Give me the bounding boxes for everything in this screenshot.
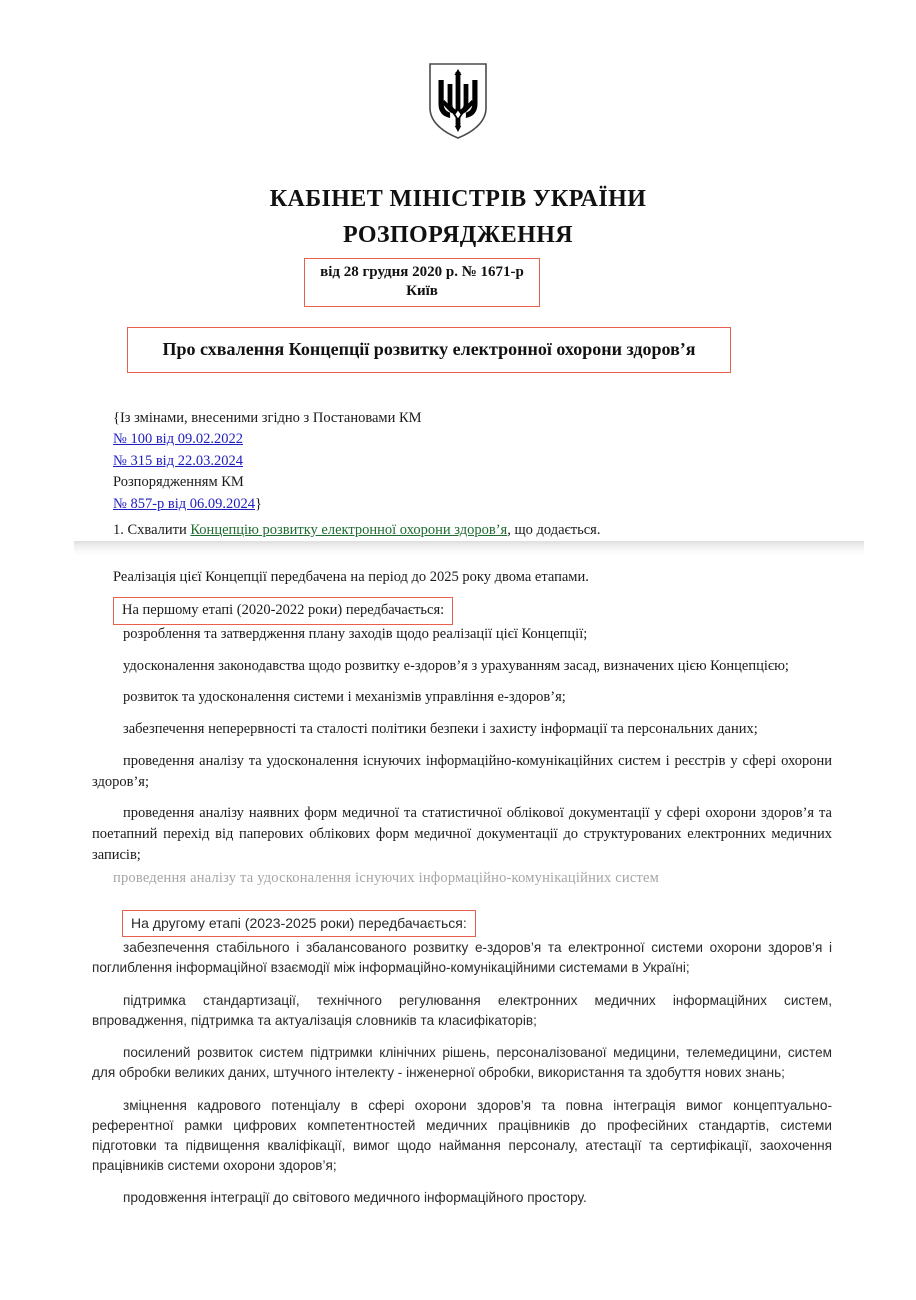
stage-two-heading-box xyxy=(122,910,476,937)
stage-one-item: розвиток та удосконалення системи і механізмів управління е-здоров’я; xyxy=(123,689,566,706)
clause-one-prefix: 1. Схвалити xyxy=(113,522,191,538)
stage-two-item: посилений розвиток систем підтримки клінічних рішень, персоналізованої медицини, телемедицини, систем для обробки великих даних, штучного інтелекту - інженерної обробки, використання та здобуття нових знань; xyxy=(92,1045,832,1081)
amendments-preamble: {Із змінами, внесеними згідно з Постановами КМ xyxy=(113,410,422,426)
document-type-title: РОЗПОРЯДЖЕННЯ xyxy=(342,222,574,248)
stage-two-heading: На другому етапі (2023-2025 роки) передбачається: xyxy=(131,915,467,931)
clipped-text-artifact: проведення аналізу та удосконалення існуючих інформаційно-комунікаційних систем xyxy=(113,870,660,886)
stage-two-item: підтримка стандартизації, технічного регулювання електронних медичних інформаційних систем, впровадження, підтримка та актуалізація словників та класифікаторів; xyxy=(92,992,832,1028)
amendment-link-315[interactable]: № 315 від 22.03.2024 xyxy=(113,452,243,469)
stage-one-item: проведення аналізу та удосконалення існуючих інформаційно-комунікаційних систем і реєстрів у сфері охорони здоров’я; xyxy=(92,752,832,790)
page-break-shadow xyxy=(74,541,864,556)
amendments-middle-note: Розпорядженням КМ xyxy=(113,474,244,491)
amendments-closing-brace: } xyxy=(255,495,263,512)
document-subject: Про схвалення Концепції розвитку електронної охорони здоров’я xyxy=(162,339,696,359)
stage-one-item: удосконалення законодавства щодо розвитку е-здоров’я з урахуванням засад, визначених цією Концепцією; xyxy=(123,657,789,674)
city-line: Київ xyxy=(406,283,438,300)
date-city-box xyxy=(304,258,540,307)
amendment-link-857[interactable]: № 857-р від 06.09.2024 xyxy=(113,495,256,512)
stage-two-item: зміцнення кадрового потенціалу в сфері охорони здоров’я та повна інтеграція вимог концептуально-референтної рамки цифрових компетентностей медичних працівників до професійних стандартів, системи підготовки та підвищення кваліфікації, вимог щодо наймання персоналу, атестації та сертифікації, заохочення працівників системи охорони здоров’я; xyxy=(92,1098,832,1173)
stage-two-item: забезпечення стабільного і збалансованого розвитку е-здоров’я та електронної системи охорони здоров’я і поглиблення інформаційної взаємодії між інформаційно-комунікаційними системами в Україні; xyxy=(92,940,832,975)
stage-one-items xyxy=(92,624,832,866)
amendments-note xyxy=(113,408,673,515)
amendment-link-100[interactable]: № 100 від 09.02.2022 xyxy=(113,431,243,448)
stage-one-heading-box xyxy=(113,597,453,625)
ukraine-coat-of-arms-tryzub-icon xyxy=(427,62,489,140)
stage-two-items xyxy=(92,938,832,1221)
document-subject-box xyxy=(127,327,731,373)
stage-one-item: розроблення та затвердження плану заходів щодо реалізації цієї Концепції; xyxy=(123,626,588,642)
clause-one-suffix: , що додається. xyxy=(507,522,601,538)
stage-one-heading: На першому етапі (2020-2022 роки) передбачається: xyxy=(122,602,445,618)
implementation-intro: Реалізація цієї Концепції передбачена на період до 2025 року двома етапами. xyxy=(113,569,589,585)
stage-one-item: забезпечення неперервності та сталості політики безпеки і захисту інформації та персональних даних; xyxy=(123,721,758,738)
organization-title: КАБІНЕТ МІНІСТРІВ УКРАЇНИ xyxy=(269,186,647,212)
date-line: від 28 грудня 2020 р. № 1671-р xyxy=(320,264,524,280)
coat-of-arms-container xyxy=(0,62,916,140)
stage-one-item: проведення аналізу наявних форм медичної та статистичної облікової документації у сфері охорони здоров’я та поетапний перехід від паперових облікових форм медичної документації до структурованих електронних медичних записів; xyxy=(92,805,832,863)
stage-two-item: продовження інтеграції до світового медичного інформаційного простору. xyxy=(123,1190,587,1206)
clause-one xyxy=(113,520,813,541)
concept-document-link[interactable]: Концепцію розвитку електронної охорони здоров’я xyxy=(190,522,508,538)
